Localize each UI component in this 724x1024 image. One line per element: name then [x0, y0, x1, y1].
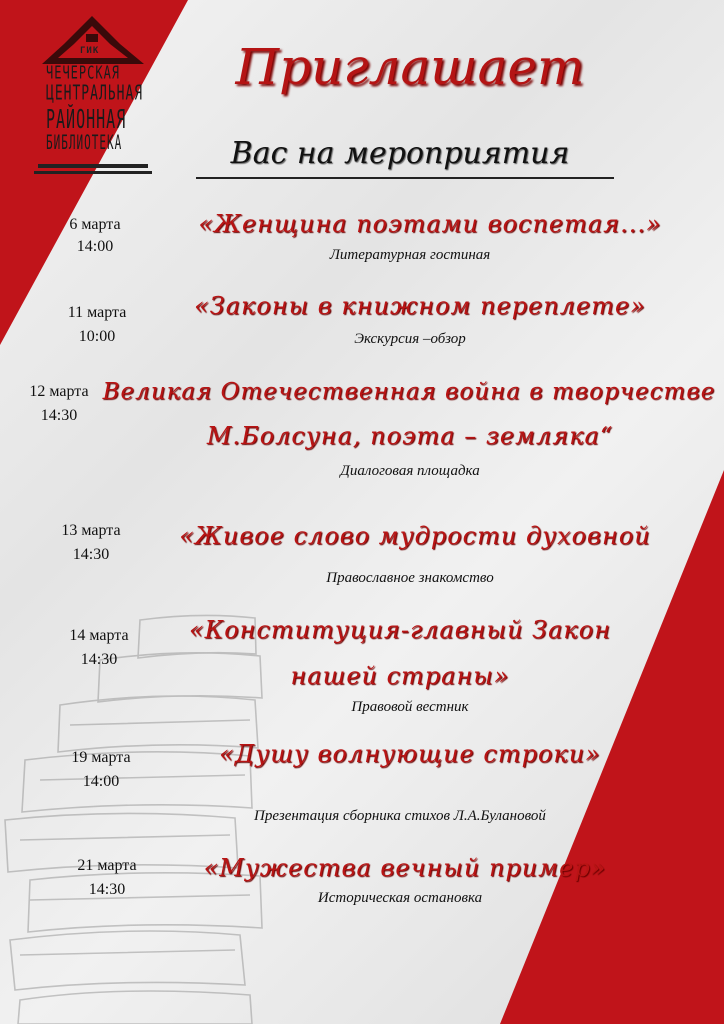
- event-title: «Душу волнующие строки»: [219, 740, 601, 768]
- logo-line-1: ЧЕЧЕРСКАЯ: [46, 62, 121, 83]
- event-date: 19 марта: [71, 749, 131, 766]
- event-type: Историческая остановка: [317, 890, 483, 906]
- page-title: Приглашает: [235, 38, 585, 96]
- page-subtitle: Вас на мероприятия: [230, 136, 570, 171]
- event-date: 11 марта: [67, 304, 127, 321]
- event-type: Православное знакомство: [326, 570, 494, 586]
- logo-line-4: БИБЛИОТЕКА: [46, 131, 123, 155]
- event-type: Экскурсия –обзор: [354, 331, 466, 347]
- logo-gik: ГИК: [80, 46, 100, 56]
- event-title: «Конституция-главный Закон: [188, 616, 612, 644]
- event-title: «Законы в книжном переплете»: [194, 292, 646, 320]
- event-date: 6 марта: [69, 216, 121, 233]
- event-date: 14 марта: [69, 627, 129, 644]
- event-time: 14:30: [80, 651, 118, 668]
- event-type: Литературная гостиная: [329, 247, 491, 263]
- event-date: 13 марта: [61, 522, 121, 539]
- library-logo: [34, 14, 152, 179]
- event-time: 14:00: [76, 238, 114, 255]
- subtitle-underline: [196, 177, 614, 179]
- event-title-line-2: М.Болсуна, поэта – земляка“: [206, 422, 614, 450]
- event-title: Великая Отечественная война в творчестве: [102, 379, 716, 405]
- logo-line-2: ЦЕНТРАЛЬНАЯ: [46, 82, 144, 106]
- logo-line-3: РАЙОННАЯ: [46, 104, 127, 135]
- event-type: Правовой вестник: [351, 699, 469, 715]
- event-type: Презентация сборника стихов Л.А.Булановой: [254, 808, 546, 824]
- event-time: 14:30: [40, 407, 78, 424]
- event-title: «Живое слово мудрости духовной: [179, 522, 651, 550]
- event-title-line-2: нашей страны»: [290, 662, 510, 690]
- event-time: 14:00: [82, 773, 120, 790]
- event-time: 14:30: [88, 881, 126, 898]
- event-title: «Мужества вечный пример»: [203, 854, 607, 882]
- event-type: Диалоговая площадка: [340, 463, 480, 479]
- event-time: 14:30: [72, 546, 110, 563]
- event-date: 21 марта: [77, 857, 137, 874]
- event-title: «Женщина поэтами воспетая...»: [198, 210, 662, 238]
- event-date: 12 марта: [29, 383, 89, 400]
- event-time: 10:00: [78, 328, 116, 345]
